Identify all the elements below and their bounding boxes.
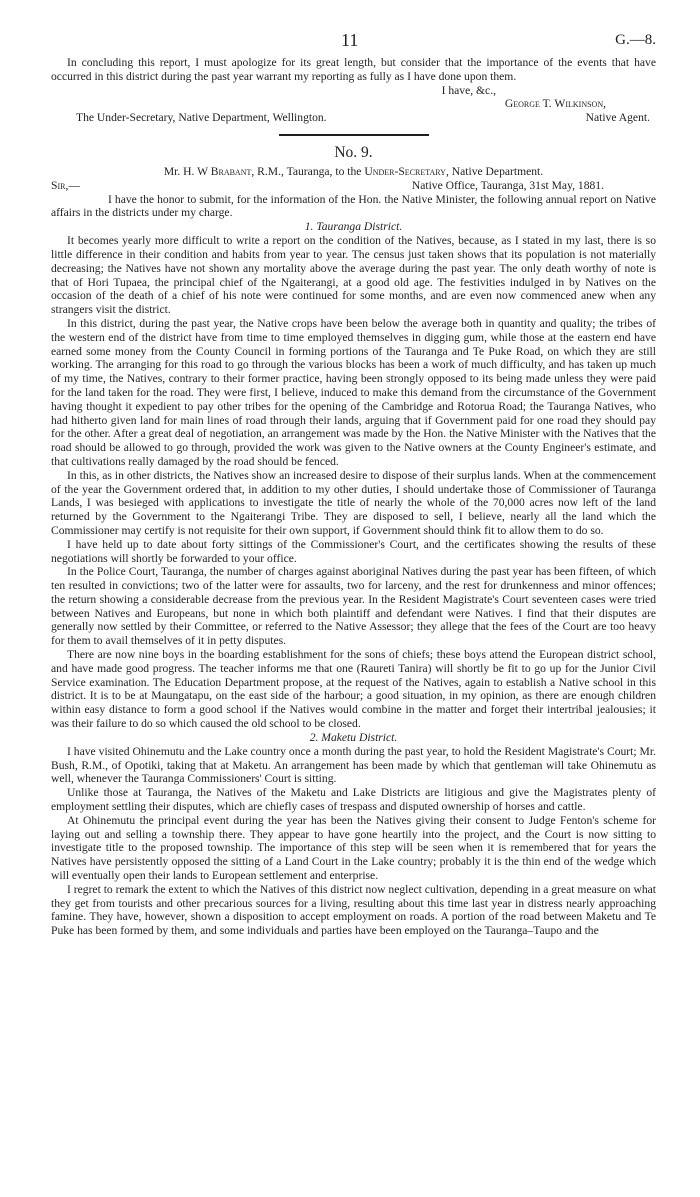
paragraph: In the Police Court, Tauranga, the number of charges against aboriginal Natives during the past year has been fifteen, of which ten resulted in convictions; two of the latter were for assaults, two for larceny, and the rest for drunkenness and minor offences; the return showing a considerable decrease from the previous year. In the Resident Magistrate's Court seventeen cases were tried between Natives and Europeans, but none in which both plaintiff and defendant were Natives. I find that their disputes are generally now settled by their Committee, or referred to the Native Assessor; they allege that the fees of the Court are too heavy for them to avail themselves of it in petty disputes. bbox=[51, 565, 656, 648]
document-reference: G.—8. bbox=[615, 32, 656, 48]
route-prefix: Mr. H. W bbox=[163, 164, 208, 178]
paragraph: In this district, during the past year, the Native crops have been below the average both in quantity and quality; the tribes of the western end of the district have from time to time employed themselves in digging gum, while those at the eastern end have earned some money from the County Council in forming portions of the Tauranga and Te Puke Road, on which they are still working. The arranging for this road to go through the various blocks has been a work of much difficulty, and has taken up much of my time, the Natives, contrary to their former practice, having been strongly opposed to its being made unless they were paid for the land taken for the road. They were first, I believe, induced to make this demand from the circumstance of the Government having thought it expedient to pay other tribes for the opening of the Cambridge and Rotorua Road; the Tauranga Natives, who had hitherto given land for main lines of road through their lands, arguing that if Government paid for one road they should pay for the other. After a great deal of negotiation, an arrangement was made by the Hon. the Native Minister with the Natives that the road should be allowed to go through, provided the work was given to the Native owners at the County Engineer's estimate, and that cultivations really damaged by the road should be fenced. bbox=[51, 316, 656, 468]
intro-paragraph: I have the honor to submit, for the information of the Hon. the Native Minister, the following annual report on Native affairs in the districts under my charge. bbox=[51, 192, 656, 220]
route-suffix: , Native Department. bbox=[445, 164, 544, 178]
dateline: Native Office, Tauranga, 31st May, 1881. bbox=[411, 178, 604, 192]
salutation-row bbox=[51, 179, 656, 193]
page-header bbox=[51, 30, 656, 56]
route-middle: , R.M., Tauranga, to the bbox=[251, 164, 362, 178]
addressee: The Under-Secretary, Native Department, Wellington. bbox=[76, 111, 327, 125]
paragraph: I have visited Ohinemutu and the Lake country once a month during the past year, to hold the Resident Magistrate's Court; Mr. Bush, R.M., of Opotiki, taking that at Maketu. An arrangement has been made by which that gentleman will take Ohinemutu as well, whenever the Tauranga Commissioners' Court is sitting. bbox=[51, 744, 656, 786]
document-route bbox=[51, 165, 656, 179]
paragraph: In this, as in other districts, the Natives show an increased desire to dispose of their surplus lands. When at the commencement of the year the Government ordered that, in addition to my other duties, I should undertake those of Commissioner of Tauranga Lands, I was besieged with applications to investigate the title of nearly the whole of the 70,000 acres now left of the land returned by the Government to the Ngaiterangi Tribe. They are disposed to sell, I believe, nearly all the land which the Commissioner may certify is not requisite for their own support, if Government should think fit to allow them to do so. bbox=[51, 468, 656, 537]
addressee-row bbox=[51, 111, 656, 125]
paragraph: It becomes yearly more difficult to write a report on the condition of the Natives, because, as I stated in my last, there is so little difference in their condition and habits from year to year. The census just taken shows that its population is not materially decreasing; the Natives have not shown any mortality above the average during the past year. The only death worthy of note is that of Hori Tupaea, the principal chief of the Ngaiterangi, at a good old age. The festivities indulged in by Natives on the occasion of the death of a chief of his note were continued for some months, and are even now commenced anew when any strangers visit the district. bbox=[51, 234, 656, 317]
paragraph: At Ohinemutu the principal event during the year has been the Natives giving their consent to Judge Fenton's scheme for laying out and selling a township there. They appear to have gone heartily into the project, and the Court is now sitting to investigate title to the proposed township. The importance of this step will be seen when it is remembered that for years the Natives have persistently opposed the sitting of a Land Court in the Lake country; probably it is the thin end of the wedge which will eventually open their lands to European settlement and enterprise. bbox=[51, 813, 656, 883]
route-recipient: Under-Secretary bbox=[364, 164, 446, 178]
section-heading-maketu: 2. Maketu District. bbox=[309, 730, 398, 744]
sign-off-row bbox=[51, 84, 656, 98]
document-number: No. 9. bbox=[334, 143, 373, 161]
closing-paragraph: In concluding this report, I must apologize for its great length, but consider that the importance of the events that have occurred in this district during the past year warrant my reporting as fully as I have done upon them. bbox=[51, 56, 656, 83]
salutation: Sir,— bbox=[51, 178, 80, 192]
sign-off: I have, &c., bbox=[441, 83, 496, 97]
route-sender: Brabant bbox=[210, 164, 252, 178]
signatory-title: Native Agent. bbox=[585, 111, 650, 125]
section-divider bbox=[279, 134, 429, 136]
signature: George T. Wilkinson, bbox=[504, 97, 606, 111]
page-number: 11 bbox=[341, 30, 359, 50]
signature-row bbox=[51, 97, 656, 111]
paragraph: There are now nine boys in the boarding establishment for the sons of chiefs; these boys attend the European district school, and have made good progress. The teacher informs me that one (Raureti Tanira) will shortly be fit to go up for the Junior Civil Service examination. The Education Department propose, at the request of the Natives, again to establish a Native school in this district. It is to be at Maungatapu, on the east side of the harbour; a good situation, in my opinion, as there are enough children within easy distance to form a good school if the Natives would combine in the matter and forget their intertribal jealousies; it was their failure to do so which caused the old school to be closed. bbox=[51, 648, 656, 731]
paragraph: Unlike those at Tauranga, the Natives of the Maketu and Lake Districts are litigious and give the Magistrates plenty of employment settling their disputes, which are chiefly cases of trespass and disputed ownership of horses and cattle. bbox=[51, 786, 656, 814]
paragraph: I regret to remark the extent to which the Natives of this district now neglect cultivation, depending in a great measure on what they get from tourists and other precarious sources for a living, resulting about this time last year in distress nearly approaching famine. They have, however, shown a disposition to accept employment on roads. A portion of the road between Maketu and Te Puke has been formed by them, and some individuals and parties have been employed on the Tauranga–Taupo and the bbox=[51, 882, 656, 938]
section-heading-tauranga: 1. Tauranga District. bbox=[304, 220, 403, 234]
paragraph: I have held up to date about forty sittings of the Commissioner's Court, and the certificates showing the results of these negotiations will shortly be forwarded to your office. bbox=[51, 537, 656, 565]
